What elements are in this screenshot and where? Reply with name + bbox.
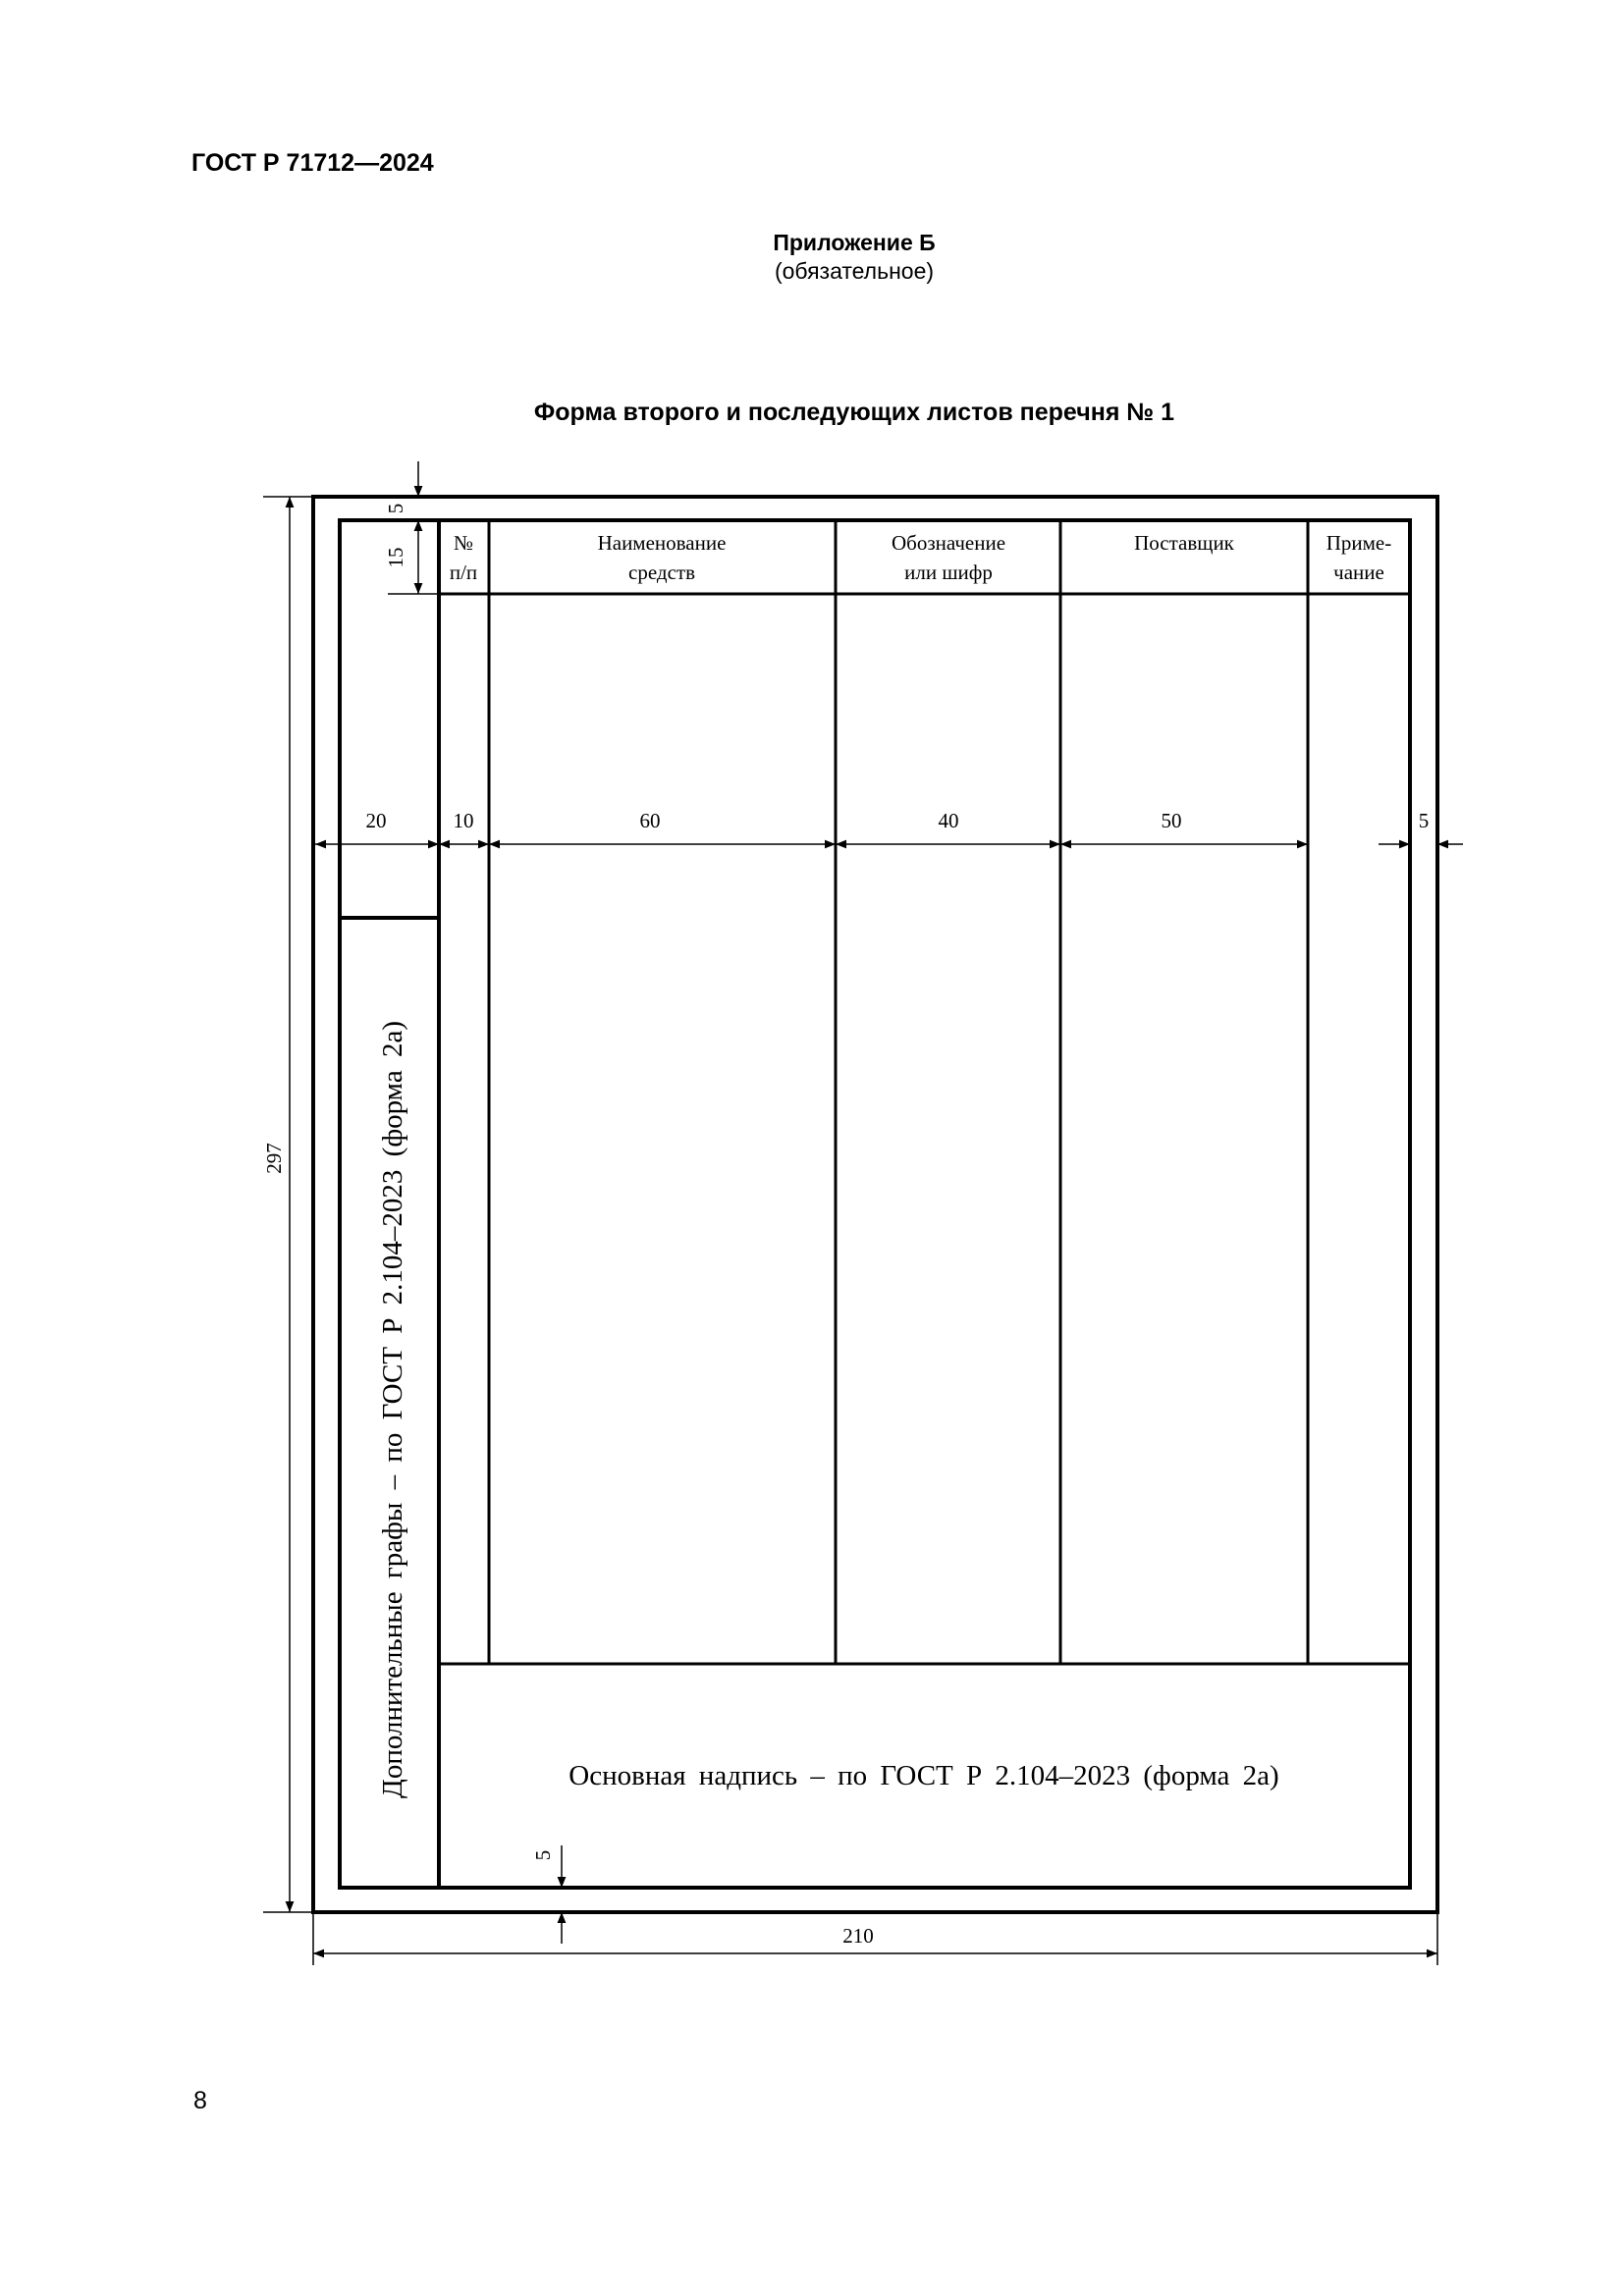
appendix-kind: (обязательное): [774, 258, 935, 284]
sheet-outline: [313, 497, 1437, 1912]
col-header-name-1: Наименование: [597, 531, 727, 555]
height-dimension: [263, 497, 313, 1912]
dim-left-margin: 20: [365, 809, 387, 832]
list-table: [439, 520, 1410, 1888]
side-block-label: Дополнительные графы – по ГОСТ Р 2.104–2023 (форма 2а): [377, 1021, 408, 1798]
col-header-code-2: или шифр: [904, 561, 993, 584]
col-header-name-2: средств: [628, 561, 695, 584]
dim-sheet-width: 210: [842, 1924, 874, 1948]
page-number: 8: [193, 2087, 207, 2114]
inner-frame: [340, 520, 1410, 1888]
dim-col-supplier: 50: [1161, 809, 1182, 832]
dim-top-margin: 5: [384, 503, 407, 514]
dim-col-name: 60: [639, 809, 661, 832]
dim-bottom-margin: 5: [531, 1849, 555, 1861]
col-header-number-1: №: [453, 531, 474, 555]
dim-right-margin: 5: [1418, 809, 1430, 832]
width-dimension: [313, 1912, 1437, 1965]
form-title: Форма второго и последующих листов перечня № 1: [533, 399, 1175, 426]
appendix-title: Приложение Б: [773, 230, 936, 255]
document-code: ГОСТ Р 71712—2024: [191, 149, 434, 177]
col-header-number-2: п/п: [449, 561, 478, 584]
dim-header-height: 15: [384, 547, 407, 568]
dim-sheet-height: 297: [262, 1143, 286, 1174]
col-header-note-2: чание: [1333, 561, 1384, 584]
top-dimension: [388, 461, 439, 594]
title-block-label: Основная надпись – по ГОСТ Р 2.104–2023 (форма 2а): [568, 1760, 1279, 1791]
col-header-code-1: Обозначение: [891, 531, 1006, 555]
col-header-note-1: Приме-: [1326, 531, 1392, 555]
dim-col-code: 40: [938, 809, 959, 832]
dim-col-number: 10: [453, 809, 474, 832]
col-header-supplier: Поставщик: [1134, 531, 1234, 555]
